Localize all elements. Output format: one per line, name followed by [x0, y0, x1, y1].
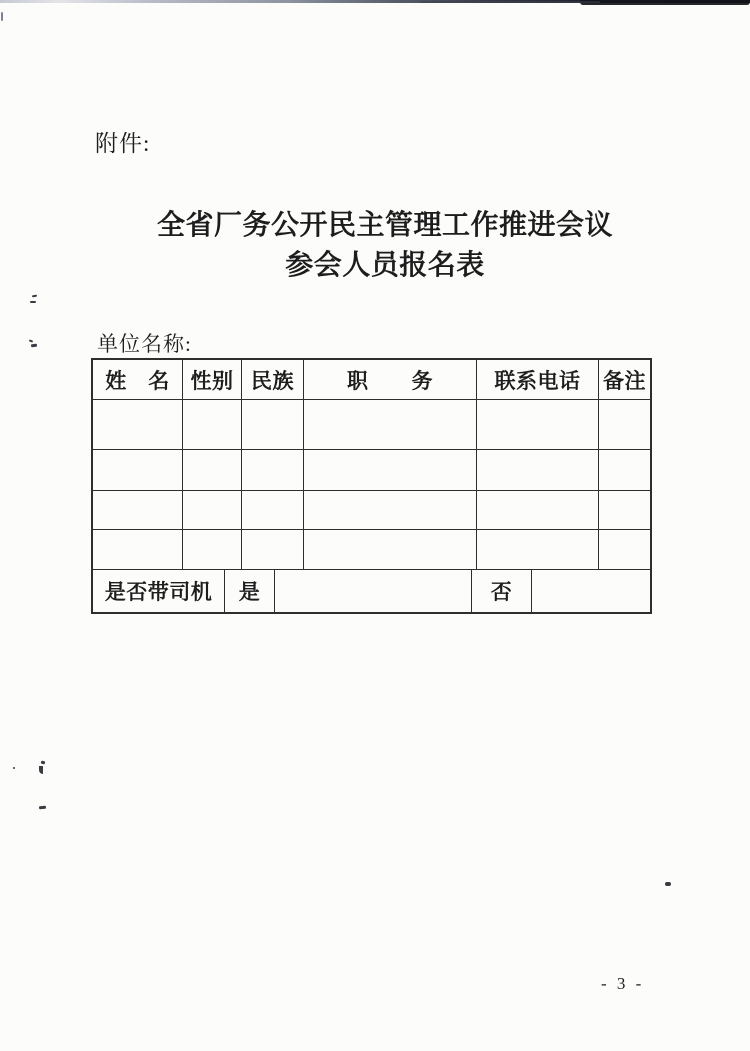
scan-edge-artifact-corner: [580, 0, 750, 5]
page-number: - 3 -: [601, 974, 645, 993]
table-cell: [183, 450, 242, 491]
table-row: [93, 530, 650, 570]
scan-speck: [39, 766, 43, 774]
driver-row: [93, 570, 650, 612]
header-cell-phone: 联系电话: [477, 360, 599, 400]
table-cell: [599, 450, 650, 491]
table-cell: [599, 400, 650, 450]
header-cell-ethnicity: 民族: [242, 360, 304, 400]
document-title-line2: 参会人员报名表: [285, 250, 485, 281]
header-cell-name: 姓 名: [93, 360, 183, 400]
table-cell: [93, 450, 183, 491]
document-title-line1: 全省厂务公开民主管理工作推进会议: [156, 210, 613, 241]
scan-speck: [665, 882, 671, 886]
table-header-row: [93, 360, 650, 400]
header-cell-position: 职 务: [304, 360, 477, 400]
table-cell: [242, 450, 304, 491]
table-cell: [477, 450, 599, 491]
table-cell: [599, 530, 650, 570]
header-cell-gender: 性别: [183, 360, 242, 400]
table-cell: [242, 530, 304, 570]
table-cell: [304, 400, 477, 450]
table-cell: [183, 491, 242, 530]
table-cell: [304, 491, 477, 530]
driver-yes-label-cell: 是: [225, 570, 275, 612]
document-title: [20, 206, 750, 286]
scan-speck: [13, 767, 15, 769]
table-row: [93, 450, 650, 491]
table-cell: [477, 491, 599, 530]
table-cell: [477, 530, 599, 570]
header-cell-remarks: 备注: [599, 360, 650, 400]
scan-speck: [29, 339, 33, 342]
driver-no-label-cell: 否: [472, 570, 532, 612]
table-cell: [93, 491, 183, 530]
scan-speck: [30, 301, 36, 303]
scan-speck: [31, 344, 37, 348]
scan-speck: [1, 12, 3, 21]
attachment-label: 附件:: [95, 131, 151, 156]
table-cell: [93, 530, 183, 570]
driver-no-answer-cell: [532, 570, 650, 612]
scan-edge-artifact-mid: [420, 1, 600, 3]
signup-table: [91, 358, 652, 614]
table-cell: [477, 400, 599, 450]
table-cell: [599, 491, 650, 530]
table-row: [93, 491, 650, 530]
table-cell: [183, 400, 242, 450]
table-cell: [242, 491, 304, 530]
driver-question-cell: 是否带司机: [93, 570, 225, 612]
table-cell: [304, 450, 477, 491]
scan-speck: [32, 295, 37, 298]
unit-name-label: 单位名称:: [97, 332, 192, 356]
scan-speck: [39, 806, 46, 810]
table-cell: [183, 530, 242, 570]
table-row: [93, 400, 650, 450]
table-cell: [242, 400, 304, 450]
table-cell: [93, 400, 183, 450]
driver-yes-answer-cell: [275, 570, 472, 612]
table-cell: [304, 530, 477, 570]
scan-speck: [41, 761, 46, 765]
